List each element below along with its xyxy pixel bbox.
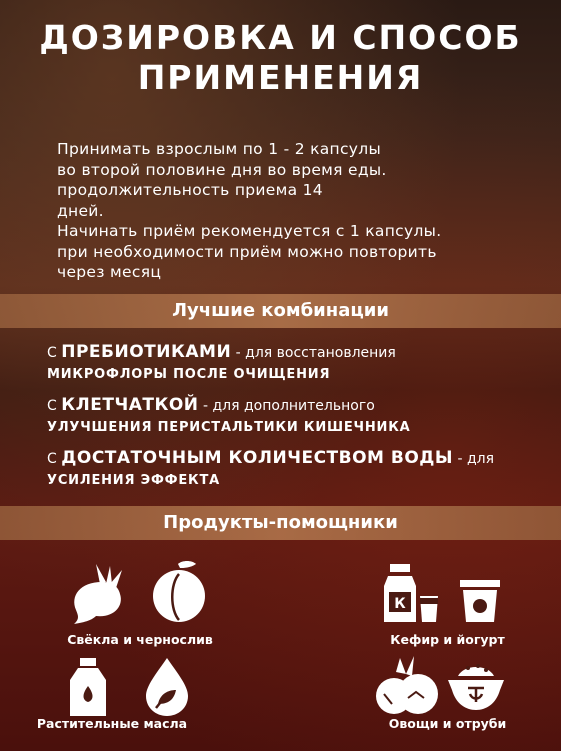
- oil-bottle-icon: [66, 656, 110, 718]
- combo-item: [47, 393, 547, 438]
- products-section-header: Продукты-помощники: [0, 506, 561, 540]
- bottle-letter: К: [394, 596, 406, 612]
- kefir-bottle-icon: [380, 562, 442, 624]
- title-line-2: ПРИМЕНЕНИЯ: [137, 58, 424, 97]
- combos-section-header: Лучшие комбинации: [0, 294, 561, 328]
- combo-prefix: С: [47, 345, 62, 361]
- product-label: Растительные масла: [36, 716, 188, 731]
- combo-highlight: ДОСТАТОЧНЫМ КОЛИЧЕСТВОМ ВОДЫ: [61, 448, 454, 468]
- combo-item: [47, 446, 547, 491]
- beet-icon: [66, 562, 136, 626]
- instruction-line: дней.: [57, 201, 104, 220]
- vegetables-icon: [372, 654, 442, 716]
- instruction-line: Начинать приём рекомендуется с 1 капсулы.: [57, 222, 442, 240]
- product-label: Кефир и йогурт: [390, 632, 505, 647]
- instruction-line: продолжительность приема 14: [57, 181, 323, 199]
- instruction-line: во второй половине дня во время еды.: [57, 160, 387, 179]
- combo-prefix: С: [47, 398, 62, 414]
- dosage-instructions: [57, 139, 547, 283]
- combo-purpose: - для дополнительного: [198, 398, 375, 414]
- instruction-line: через месяц: [57, 263, 162, 281]
- combo-prefix: С: [47, 451, 62, 467]
- combo-detail: МИКРОФЛОРЫ ПОСЛЕ ОЧИЩЕНИЯ: [47, 367, 331, 382]
- combo-purpose: - для восстановления: [231, 345, 396, 361]
- product-label: Овощи и отруби: [388, 716, 507, 731]
- combos-list: [47, 340, 547, 499]
- oil-drop-icon: [142, 656, 192, 718]
- combo-highlight: КЛЕТЧАТКОЙ: [61, 395, 199, 415]
- combo-item: [47, 340, 547, 385]
- page-title: [0, 18, 561, 98]
- title-line-1: ДОЗИРОВКА И СПОСОБ: [39, 18, 522, 57]
- combo-purpose: - для: [453, 451, 495, 467]
- combo-detail: УСИЛЕНИЯ ЭФФЕКТА: [47, 473, 220, 488]
- bran-bowl-icon: [446, 658, 506, 714]
- combo-highlight: ПРЕБИОТИКАМИ: [61, 342, 232, 362]
- product-label: Свёкла и чернослив: [67, 632, 213, 647]
- instruction-line: при необходимости приём можно повторить: [57, 242, 437, 261]
- prune-icon: [148, 560, 210, 624]
- combo-detail: УЛУЧШЕНИЯ ПЕРИСТАЛЬТИКИ КИШЕЧНИКА: [47, 420, 411, 435]
- instruction-line: Принимать взрослым по 1 - 2 капсулы: [57, 140, 382, 158]
- yogurt-cup-icon: [458, 578, 502, 624]
